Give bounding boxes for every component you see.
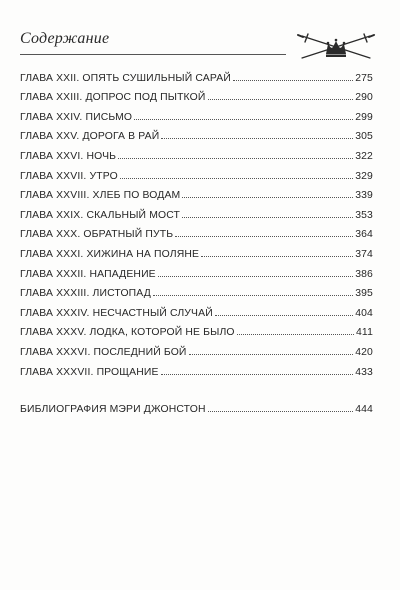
toc-entry[interactable]	[20, 240, 373, 260]
toc-entry-title: ГЛАВА XXIX. СКАЛЬНЫЙ МОСТ	[20, 209, 181, 221]
dot-leader	[153, 295, 353, 296]
toc-entry[interactable]	[20, 64, 373, 84]
toc-entry-title: ГЛАВА XXII. ОПЯТЬ СУШИЛЬНЫЙ САРАЙ	[20, 72, 231, 84]
toc-entry-bibliography[interactable]	[20, 396, 373, 416]
toc-entry-title: ГЛАВА XXV. ДОРОГА В РАЙ	[20, 131, 160, 143]
toc-entry[interactable]	[20, 299, 373, 319]
table-of-contents	[20, 64, 373, 415]
toc-entry-title: ГЛАВА XXXIII. ЛИСТОПАД	[20, 288, 151, 300]
dot-leader	[118, 158, 353, 159]
toc-entry-title: ГЛАВА XXX. ОБРАТНЫЙ ПУТЬ	[20, 229, 174, 241]
toc-entry-title: ГЛАВА XXIV. ПИСЬМО	[20, 111, 133, 123]
toc-entry-page-number: 353	[355, 209, 373, 221]
toc-entry-page-number: 411	[355, 327, 373, 339]
dot-leader	[134, 119, 353, 120]
toc-entry[interactable]	[20, 319, 373, 339]
page-header	[20, 30, 382, 60]
dot-leader	[161, 374, 354, 375]
toc-entry[interactable]	[20, 162, 373, 182]
toc-entry-title: ГЛАВА XXVIII. ХЛЕБ ПО ВОДАМ	[20, 190, 181, 202]
toc-entry-title: ГЛАВА XXXI. ХИЖИНА НА ПОЛЯНЕ	[20, 248, 200, 260]
toc-entry[interactable]	[20, 142, 373, 162]
toc-entry-title: ГЛАВА XXVII. УТРО	[20, 170, 118, 182]
dot-leader	[158, 276, 353, 277]
toc-entry-page-number: 433	[355, 366, 373, 378]
toc-entry[interactable]	[20, 182, 373, 202]
toc-entry-page-number: 395	[355, 288, 373, 300]
toc-entry[interactable]	[20, 201, 373, 221]
crossed-swords-crown-icon	[292, 32, 380, 62]
toc-entry[interactable]	[20, 338, 373, 358]
dot-leader	[208, 99, 354, 100]
toc-entry-title: ГЛАВА XXIII. ДОПРОС ПОД ПЫТКОЙ	[20, 92, 206, 104]
toc-entry-title: ГЛАВА XXXVII. ПРОЩАНИЕ	[20, 366, 159, 378]
toc-entry-page-number: 299	[355, 111, 373, 123]
toc-entry[interactable]	[20, 123, 373, 143]
dot-leader	[189, 354, 354, 355]
section-title: Содержание	[20, 30, 110, 47]
toc-entry-page-number: 444	[355, 404, 373, 416]
toc-entry-page-number: 275	[355, 72, 373, 84]
dot-leader	[237, 334, 354, 335]
dot-leader	[182, 197, 353, 198]
dot-leader	[182, 217, 353, 218]
toc-entry[interactable]	[20, 358, 373, 378]
toc-entry-page-number: 386	[355, 268, 373, 280]
toc-entry[interactable]	[20, 221, 373, 241]
toc-entry-title: ГЛАВА XXXVI. ПОСЛЕДНИЙ БОЙ	[20, 346, 187, 358]
toc-entry-page-number: 322	[355, 150, 373, 162]
toc-entry[interactable]	[20, 260, 373, 280]
toc-entry[interactable]	[20, 84, 373, 104]
toc-entry-page-number: 329	[355, 170, 373, 182]
dot-leader	[161, 138, 353, 139]
toc-entry-title: ГЛАВА XXXIV. НЕСЧАСТНЫЙ СЛУЧАЙ	[20, 307, 213, 319]
toc-entry-title: ГЛАВА XXVI. НОЧЬ	[20, 150, 117, 162]
dot-leader	[208, 411, 354, 412]
toc-entry-page-number: 305	[355, 131, 373, 143]
toc-entry-page-number: 404	[355, 307, 373, 319]
header-rule	[20, 54, 286, 55]
dot-leader	[201, 256, 353, 257]
toc-entry-page-number: 364	[355, 229, 373, 241]
dot-leader	[215, 315, 353, 316]
toc-entry-title: ГЛАВА XXXII. НАПАДЕНИЕ	[20, 268, 156, 280]
toc-entry-page-number: 339	[355, 190, 373, 202]
dot-leader	[120, 178, 353, 179]
toc-entry-page-number: 420	[355, 346, 373, 358]
toc-entry-title: ГЛАВА XXXV. ЛОДКА, КОТОРОЙ НЕ БЫЛО	[20, 327, 235, 339]
toc-entry-page-number: 374	[355, 248, 373, 260]
dot-leader	[175, 236, 353, 237]
toc-entry-page-number: 290	[355, 92, 373, 104]
toc-entry-title: БИБЛИОГРАФИЯ МЭРИ ДЖОНСТОН	[20, 404, 206, 416]
toc-entry[interactable]	[20, 280, 373, 300]
toc-entry[interactable]	[20, 103, 373, 123]
dot-leader	[233, 80, 353, 81]
